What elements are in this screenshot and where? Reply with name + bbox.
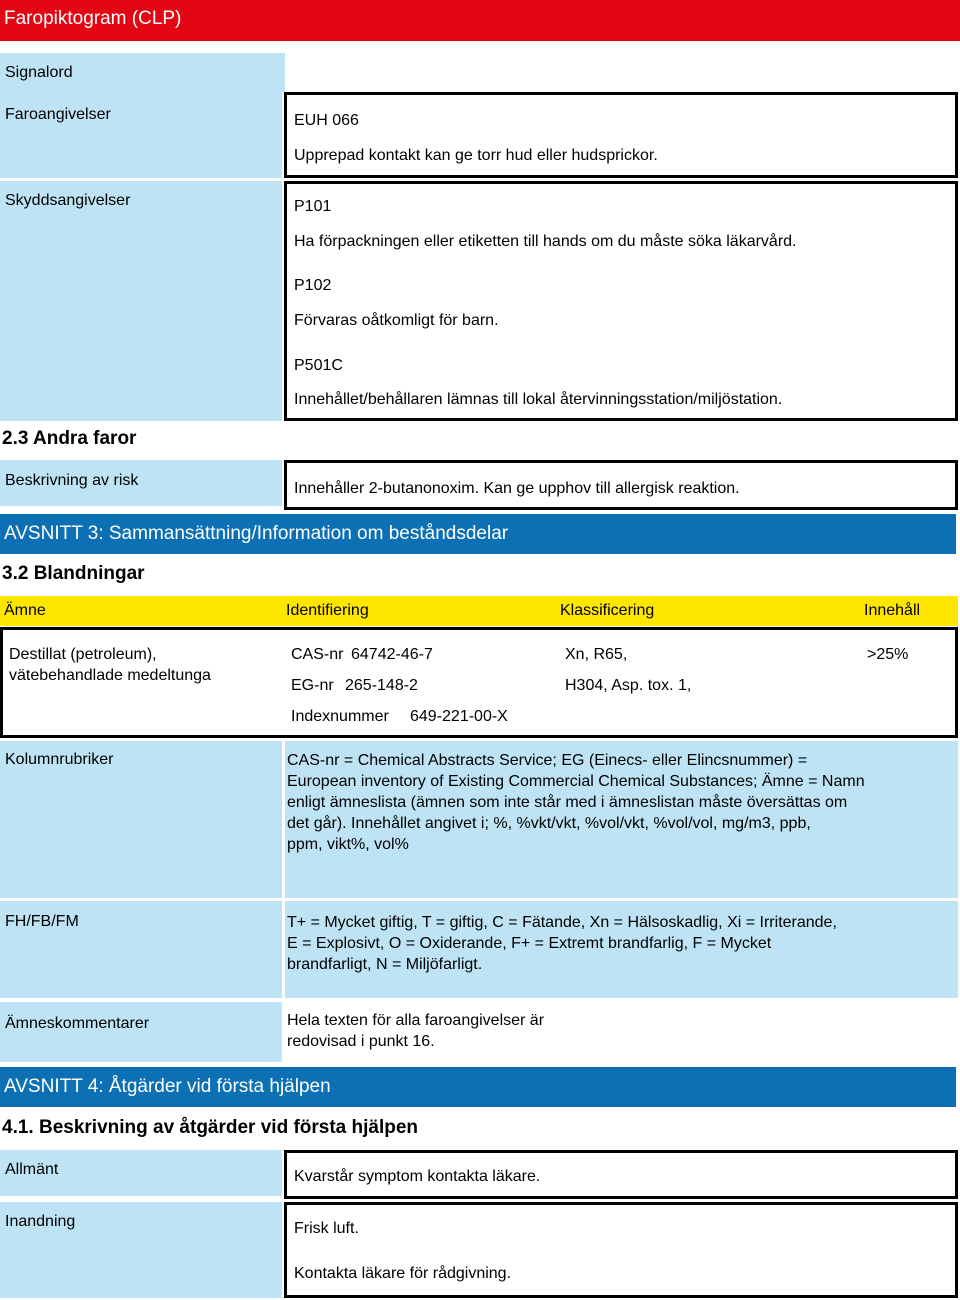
inandning-box — [284, 1202, 958, 1298]
andra-faror-heading: 2.3 Andra faror — [2, 428, 137, 449]
signalord-label-text: Signalord — [5, 64, 73, 81]
substance-name-line2: vätebehandlade medeltunga — [9, 667, 211, 684]
p102-text: Förvaras oåtkomligt för barn. — [294, 312, 499, 329]
fh-line: T+ = Mycket giftig, T = giftig, C = Fätande, Xn = Hälsoskadlig, Xi = Irriterande, — [287, 914, 837, 931]
skyddsangivelser-label — [0, 181, 282, 421]
fh-line: brandfarligt, N = Miljöfarligt. — [287, 956, 483, 973]
pictogram-header-text: Faropiktogram (CLP) — [4, 8, 182, 29]
index-label: Indexnummer — [291, 708, 389, 725]
kolumnrubriker-label — [0, 741, 282, 898]
section4-title: AVSNITT 4: Åtgärder vid första hjälpen — [4, 1076, 331, 1097]
inandning-label — [0, 1202, 282, 1298]
skyddsangivelser-box — [284, 181, 958, 421]
amneskommentarer-text — [287, 1010, 544, 1052]
p101-text: Ha förpackningen eller etiketten till hands om du måste söka läkarvård. — [294, 233, 797, 250]
p501c-code: P501C — [294, 357, 343, 374]
kolumnrubriker-label-text: Kolumnrubriker — [5, 751, 114, 768]
kolumnrubriker-line: enligt ämneslista (ämnen som inte står med i ämneslistan måste översättas om — [287, 794, 848, 811]
amneskommentarer-label-text: Ämneskommentarer — [5, 1015, 150, 1032]
kolumnrubriker-text — [287, 750, 865, 855]
beskrivning-risk-label-text: Beskrivning av risk — [5, 472, 139, 489]
kolumnrubriker-box — [285, 741, 958, 898]
column-header-identifiering: Identifiering — [286, 602, 369, 619]
allmant-box — [284, 1150, 958, 1199]
p501c-text: Innehållet/behållaren lämnas till lokal återvinningsstation/miljöstation. — [294, 391, 783, 408]
column-header-klassificering: Klassificering — [560, 602, 655, 619]
section3-header — [0, 514, 956, 554]
section4-subheading: 4.1. Beskrivning av åtgärder vid första hjälpen — [2, 1117, 419, 1138]
allmant-label — [0, 1150, 282, 1196]
fh-label-text: FH/FB/FM — [5, 913, 79, 930]
table-row — [0, 627, 958, 738]
section4-header — [0, 1067, 956, 1107]
fh-box — [285, 901, 958, 998]
index-value: 649-221-00-X — [410, 708, 508, 725]
kolumnrubriker-line: det går). Innehållet angivet i; %, %vkt/vkt, %vol/vkt, %vol/vol, mg/m3, ppb, — [287, 815, 811, 832]
signalord-label — [0, 53, 282, 92]
fh-text — [287, 912, 837, 975]
skyddsangivelser-label-text: Skyddsangivelser — [5, 192, 131, 209]
content-value: >25% — [867, 646, 909, 663]
column-header-amne: Ämne — [4, 602, 46, 619]
inandning-label-text: Inandning — [5, 1213, 76, 1230]
p102-code: P102 — [294, 277, 332, 294]
eg-label: EG-nr — [291, 677, 334, 694]
cas-value: 64742-46-7 — [351, 646, 433, 663]
column-header-innehall: Innehåll — [864, 602, 921, 619]
blandningar-heading: 3.2 Blandningar — [2, 563, 145, 584]
inandning-text1: Frisk luft. — [294, 1220, 359, 1237]
amneskommentarer-label — [0, 1002, 282, 1062]
faroangivelser-label — [0, 92, 282, 178]
pictogram-header — [0, 0, 960, 41]
kolumnrubriker-line: ppm, vikt%, vol% — [287, 836, 409, 853]
fh-label — [0, 901, 282, 998]
table-header — [0, 596, 958, 626]
euh-text: Upprepad kontakt kan ge torr hud eller hudsprickor. — [294, 147, 658, 164]
beskrivning-risk-box — [284, 460, 958, 510]
beskrivning-risk-label — [0, 460, 282, 506]
amneskommentarer-line: redovisad i punkt 16. — [287, 1033, 435, 1050]
signalord-value-strip — [282, 53, 285, 92]
amneskommentarer-line: Hela texten för alla faroangivelser är — [287, 1012, 545, 1029]
kolumnrubriker-line: CAS-nr = Chemical Abstracts Service; EG (Einecs- eller Elincsnummer) = — [287, 752, 808, 769]
faroangivelser-label-text: Faroangivelser — [5, 106, 111, 123]
eg-value: 265-148-2 — [345, 677, 418, 694]
classification-line1: Xn, R65, — [565, 646, 628, 663]
kolumnrubriker-line: European inventory of Existing Commercial Chemical Substances; Ämne = Namn — [287, 773, 865, 790]
p101-code: P101 — [294, 198, 332, 215]
inandning-text2: Kontakta läkare för rådgivning. — [294, 1265, 512, 1282]
allmant-label-text: Allmänt — [5, 1161, 59, 1178]
faroangivelser-box — [284, 92, 958, 178]
classification-line2: H304, Asp. tox. 1, — [565, 677, 692, 694]
section3-title: AVSNITT 3: Sammansättning/Information om beståndsdelar — [4, 523, 509, 544]
allmant-text: Kvarstår symptom kontakta läkare. — [294, 1168, 541, 1185]
cas-label: CAS-nr — [291, 646, 344, 663]
beskrivning-risk-text: Innehåller 2-butanonoxim. Kan ge upphov till allergisk reaktion. — [294, 480, 740, 497]
fh-line: E = Explosivt, O = Oxiderande, F+ = Extremt brandfarlig, F = Mycket — [287, 935, 772, 952]
substance-name-line1: Destillat (petroleum), — [9, 646, 157, 663]
euh-code: EUH 066 — [294, 112, 359, 129]
